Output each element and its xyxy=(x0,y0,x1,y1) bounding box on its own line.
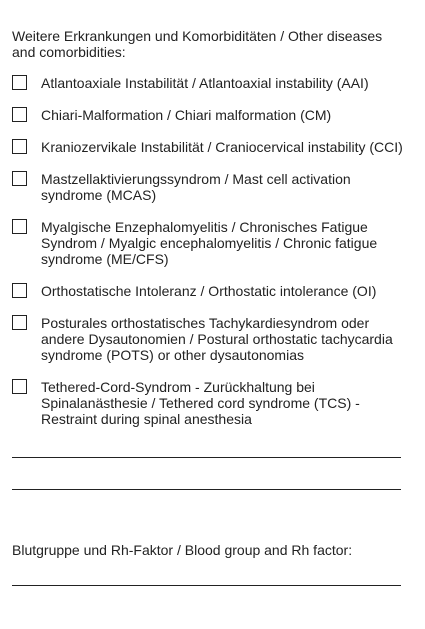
checkbox-aai[interactable] xyxy=(12,75,27,90)
write-line-other-1[interactable] xyxy=(12,457,401,458)
item-label: Posturales orthostatisches Tachykardiesyndrom oder andere Dysautonomien / Postural orthostatic tachycardia syndrome (POTS) or other dysautonomias xyxy=(41,315,393,363)
list-item-tcs xyxy=(12,379,405,427)
list-item-oi xyxy=(12,283,405,299)
list-item-mecfs xyxy=(12,219,405,267)
checkbox-mecfs[interactable] xyxy=(12,219,27,234)
item-label: Orthostatische Intoleranz / Orthostatic intolerance (OI) xyxy=(41,283,377,299)
blood-group-label: Blutgruppe und Rh-Faktor / Blood group and Rh factor: xyxy=(12,542,353,558)
list-item-mcas xyxy=(12,171,405,203)
checkbox-mcas[interactable] xyxy=(12,171,27,186)
checkbox-tcs[interactable] xyxy=(12,379,27,394)
checkbox-pots[interactable] xyxy=(12,315,27,330)
write-line-other-2[interactable] xyxy=(12,489,401,490)
checkbox-oi[interactable] xyxy=(12,283,27,298)
list-item-pots xyxy=(12,315,405,363)
list-item-cm xyxy=(12,107,405,123)
section-heading: Weitere Erkrankungen und Komorbiditäten / Other diseases and comorbidities: xyxy=(12,28,383,60)
list-item-aai xyxy=(12,75,405,91)
list-item-cci xyxy=(12,139,405,155)
checkbox-cci[interactable] xyxy=(12,139,27,154)
item-label: Chiari-Malformation / Chiari malformation (CM) xyxy=(41,107,332,123)
checkbox-cm[interactable] xyxy=(12,107,27,122)
item-label: Mastzellaktivierungssyndrom / Mast cell activation syndrome (MCAS) xyxy=(41,171,351,203)
write-line-blood-group[interactable] xyxy=(12,585,401,586)
item-label: Atlantoaxiale Instabilität / Atlantoaxial instability (AAI) xyxy=(41,75,369,91)
item-label: Kraniozervikale Instabilität / Craniocervical instability (CCI) xyxy=(41,139,403,155)
item-label: Tethered-Cord-Syndrom - Zurückhaltung bei Spinalanästhesie / Tethered cord syndrome (TCS) - Restraint during spinal anesthesia xyxy=(41,379,360,427)
item-label: Myalgische Enzephalomyelitis / Chronisches Fatigue Syndrom / Myalgic encephalomyelitis / Chronic fatigue syndrome (ME/CFS) xyxy=(41,219,378,267)
